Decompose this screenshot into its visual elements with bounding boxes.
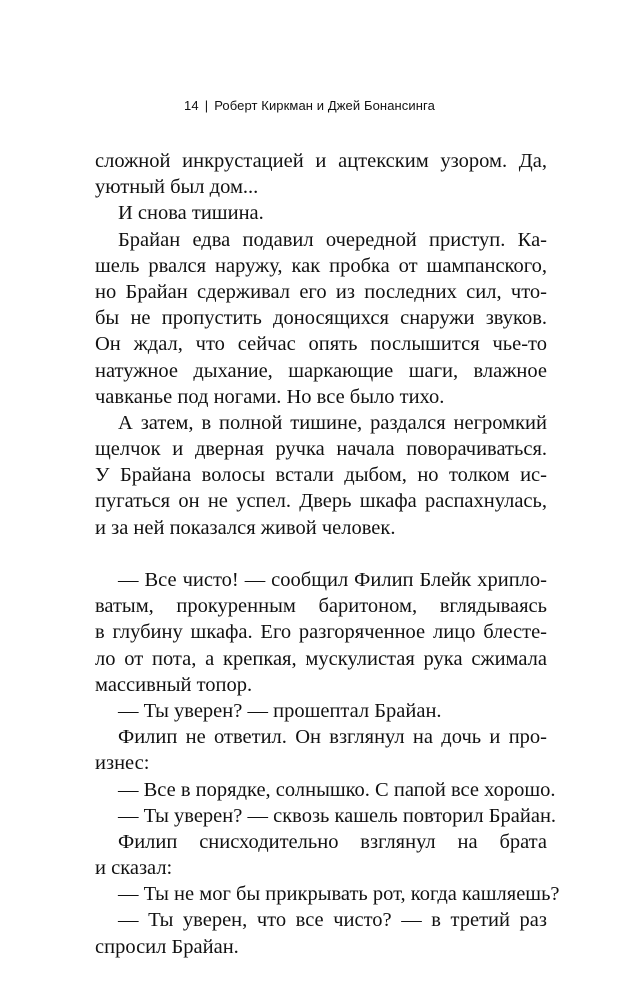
- body-text: [95, 148, 560, 960]
- text-line: И снова тишина.: [118, 202, 264, 225]
- text-line: — Все в порядке, солнышко. С папой все хорошо.: [118, 778, 556, 801]
- text-line: Он ждал, что сейчас опять послышится чье-то: [95, 333, 547, 356]
- text-line: — Ты уверен, что все чисто? — в третий раз: [118, 909, 547, 932]
- text-line: спросил Брайан.: [95, 935, 239, 958]
- text-line: изнес:: [95, 752, 150, 775]
- text-line: — Ты уверен? — прошептал Брайан.: [118, 699, 442, 722]
- text-line: но Брайан сдерживал его из последних сил, что-: [95, 280, 547, 303]
- text-line: сложной инкрустацией и ацтекским узором. Да,: [95, 150, 547, 172]
- text-line: пугаться он не успел. Дверь шкафа распахнулась,: [95, 490, 547, 513]
- text-line: Брайан едва подавил очередной приступ. Ка-: [118, 228, 547, 251]
- scene-break: [95, 541, 547, 567]
- text-line: Филип не ответил. Он взглянул на дочь и про-: [118, 726, 547, 749]
- text-line: и за ней показался живой человек.: [95, 516, 396, 539]
- text-line: шель рвался наружу, как пробка от шампанского,: [95, 254, 547, 277]
- text-line: массивный топор.: [95, 673, 253, 696]
- text-line: Филип снисходительно взглянул на брата: [118, 830, 547, 853]
- running-header: [0, 98, 619, 113]
- text-line: чавканье под ногами. Но все было тихо.: [95, 385, 445, 408]
- book-title: Роберт Киркман и Джей Бонансинга: [214, 98, 435, 113]
- text-line: — Ты не мог бы прикрывать рот, когда кашляешь?: [118, 883, 560, 906]
- text-line: и сказал:: [95, 857, 173, 880]
- page-number: 14: [184, 98, 199, 113]
- text-line: У Брайана волосы встали дыбом, но толком ис-: [95, 464, 547, 487]
- text-line: уютный был дом...: [95, 176, 259, 199]
- text-line: в глубину шкафа. Его разгоряченное лицо блесте-: [95, 621, 547, 644]
- text-line: ватым, прокуренным баритоном, вглядываясь: [95, 595, 547, 618]
- text-line: А затем, в полной тишине, раздался негромкий: [118, 411, 547, 434]
- text-line: — Все чисто! — сообщил Филип Блейк хрипло-: [118, 569, 547, 591]
- text-line: — Ты уверен? — сквозь кашель повторил Брайан.: [118, 804, 557, 827]
- text-line: натужное дыхание, шаркающие шаги, влажное: [95, 359, 547, 382]
- header-separator: |: [204, 98, 209, 113]
- text-line: ло от пота, а крепкая, мускулистая рука сжимала: [95, 647, 547, 670]
- text-line: щелчок и дверная ручка начала поворачиваться.: [95, 438, 547, 461]
- text-line: бы не пропустить доносящихся снаружи звуков.: [95, 307, 547, 330]
